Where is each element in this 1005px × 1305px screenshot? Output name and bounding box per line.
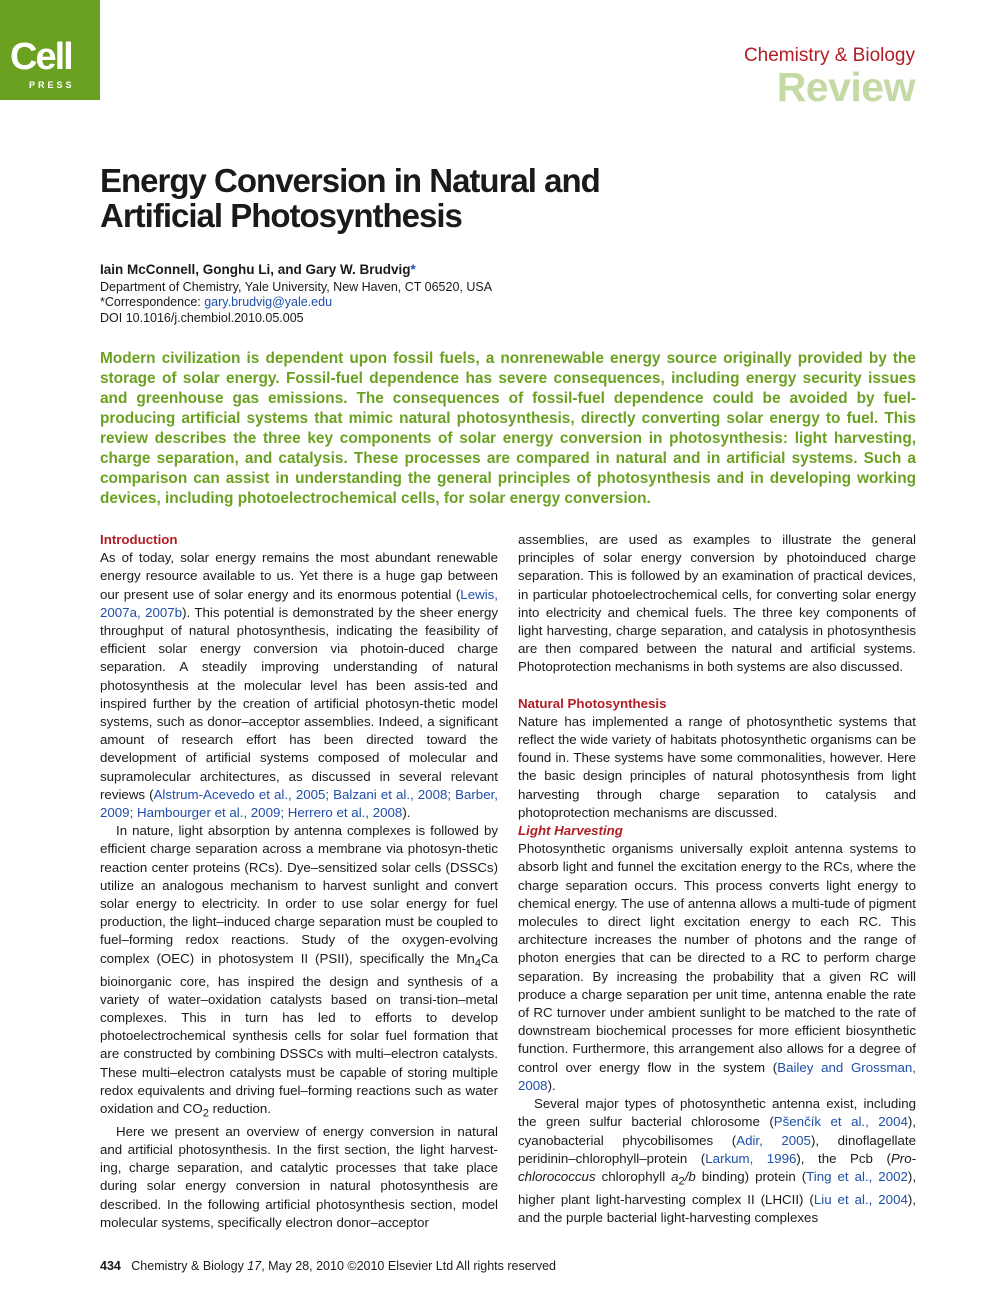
- italic-text: a: [671, 1168, 679, 1184]
- article-title: Energy Conversion in Natural and Artificial Photosynthesis: [100, 162, 600, 234]
- citation-link[interactable]: Adir, 2005: [736, 1132, 811, 1148]
- paragraph: [518, 1095, 916, 1227]
- page-number: 434: [100, 1259, 121, 1273]
- text: binding) protein (: [695, 1168, 807, 1184]
- citation-link[interactable]: Ting et al., 2002: [806, 1168, 908, 1184]
- citation-link[interactable]: Lewis, 2007a, 2007b: [100, 586, 498, 620]
- text: reduction.: [208, 1100, 272, 1116]
- correspondence-label: *Correspondence:: [100, 295, 205, 309]
- text: ).: [547, 1077, 556, 1093]
- paragraph: Here we present an overview of energy conversion in natural and artificial photosynthesis. In the first section, the light harvest-ing, charge separation, and catalytic processes that take place during solar energy conversion in natural photosynthesis are described. In the following artificial photosynthesis section, model molecular systems, specifically electron donor–acceptor: [100, 1123, 498, 1230]
- paragraph: [100, 549, 498, 822]
- abstract: Modern civilization is dependent upon fossil fuels, a nonrenewable energy source originally provided by the storage of solar energy. Fossil-fuel dependence has severe consequences, including energy security issues and greenhouse gas emissions. The consequences of fossil-fuel dependence could be avoided by fuel-producing artificial systems that mimic natural photosynthesis, directly converting solar energy to fuel. This review describes the three key components of solar energy conversion in photosynthesis: light harvesting, charge separation, and catalysis. These processes are compared in natural and in artificial systems. Such a comparison can assist in understanding the general principles of photosynthesis and in developing working devices, including photoelectrochemical cells, for solar energy conversion.: [100, 350, 916, 507]
- affiliation: Department of Chemistry, Yale University, New Haven, CT 06520, USA: [100, 280, 493, 294]
- authors-text: Iain McConnell, Gonghu Li, and Gary W. Brudvig: [100, 262, 411, 277]
- author-list: [100, 262, 416, 277]
- italic-text: Pro-chlorococcus: [518, 1150, 917, 1184]
- paragraph: [100, 822, 498, 1123]
- text: ), the Pcb (: [796, 1150, 891, 1166]
- text: chlorophyll: [595, 1168, 672, 1184]
- cell-press-logo: [0, 0, 100, 100]
- text: As of today, solar energy remains the most abundant renewable energy resource available to us. Yet there is a huge gap between our present use of solar energy and its enormous potential (: [100, 550, 498, 602]
- subsection-heading-light-harvesting: Light Harvesting: [518, 823, 623, 839]
- citation-link[interactable]: Larkum, 1996: [705, 1150, 797, 1166]
- citation-link[interactable]: Bailey and Grossman, 2008: [518, 1059, 916, 1093]
- text: Ca bioinorganic core, has inspired the design and synthesis of a variety of water–oxidation catalysts based on transi-tion–metal complexes. This in turn has led to efforts to develop photoelectrochemical synthesis cells for solar fuel formation that are constructed by combining DSSCs with multi–electron catalysts. These multi–electron catalysts must be capable of storing multiple redox equivalents and driving fuel–forming reactions such as water oxidation and CO: [100, 950, 498, 1116]
- article-type: Review: [776, 64, 915, 110]
- text: ), higher plant light-harvesting complex II (LHCII) (: [518, 1168, 917, 1207]
- text: In nature, light absorption by antenna complexes is followed by efficient charge separation across a membrane via photosyn-thetic reaction center proteins (RCs). Dye–sensitized solar cells (DSSCs) utilize an analogous mechanism to harvest sunlight and convert solar energy to electricity. In order to use solar energy for fuel production, the light–induced charge separation must be coupled to fuel–forming redox reactions. Study of the oxygen-evolving complex (OEC) in photosystem II (PSII), specifically the Mn: [100, 823, 498, 966]
- logo-text: Cell: [10, 36, 72, 78]
- logo-subtext: PRESS: [29, 80, 75, 90]
- text: ), dinoflagellate peridinin–chlorophyll–protein (: [518, 1132, 916, 1166]
- text: ). This potential is demonstrated by the sheer energy throughput of natural photosynthesis, indicating the feasibility of efficient solar energy conversion via photoin-duced charge separation. A steadily improving understanding of natural photosynthesis at the molecular level has been assis-ted and inspired further by the creation of artificial photosyn-thetic model systems, such as donor–acceptor assemblies. Indeed, a significant amount of research effort has been directed toward the development of artificial systems composed of molecular and supramolecular architectures, as discussed in several relevant reviews (: [100, 604, 498, 802]
- subscript: 2: [678, 1175, 685, 1188]
- right-column: [518, 531, 916, 1227]
- subscript: 2: [202, 1107, 209, 1120]
- text: ).: [402, 805, 411, 821]
- text: ), cyanobacterial phycobilisomes (: [518, 1114, 916, 1148]
- correspondence-mark[interactable]: *: [410, 262, 416, 277]
- footer-journal: Chemistry & Biology: [131, 1259, 248, 1273]
- paragraph: Nature has implemented a range of photosynthetic systems that reflect the wide variety of habitats photosynthetic organisms can be found in. These systems have some commonalities, however. Here the basic design principles of natural photosynthesis from light harvesting through charge separation to catalysis and photoprotection mechanisms are discussed.: [518, 713, 916, 820]
- subscript: 4: [474, 957, 481, 970]
- journal-name: Chemistry & Biology: [743, 45, 915, 66]
- footer-citation: , May 28, 2010 ©2010 Elsevier Ltd All rights reserved: [261, 1259, 556, 1273]
- italic-text: /b: [684, 1168, 696, 1184]
- text: ), and the purple bacterial light-harvesting complexes: [518, 1191, 916, 1225]
- text: Photosynthetic organisms universally exploit antenna systems to absorb light and funnel the excitation energy to the RCs, where the charge separation occurs. This process converts light energy to chemical energy. The use of antenna allows a multi-tude of pigment molecules to direct light excitation energy to each RC. This architecture increases the number of photons and the range of photon energies that can be directed to a RC to perform charge separation. By increasing the probability that a given RC will produce a charge separation per unit time, antenna enable the rate of RC turnover under ambient sunlight to be matched to the rate of downstream biochemical processes for more efficient biosynthetic function. Furthermore, this arrangement also allows for a degree of control over energy flow in the system (: [518, 841, 916, 1075]
- correspondence: [100, 295, 332, 309]
- paragraph: [518, 840, 916, 1095]
- text: Several major types of photosynthetic antenna exist, including the green sulfur bacterial chlorosome (: [518, 1096, 916, 1130]
- citation-link[interactable]: Pšenčík et al., 2004: [773, 1114, 908, 1130]
- left-column: [100, 531, 498, 1232]
- doi: DOI 10.1016/j.chembiol.2010.05.005: [100, 311, 304, 325]
- citation-link[interactable]: Liu et al., 2004: [813, 1191, 908, 1207]
- section-heading-introduction: Introduction: [100, 532, 178, 547]
- correspondence-email-link[interactable]: gary.brudvig@yale.edu: [204, 295, 333, 309]
- citation-link[interactable]: Alstrum-Acevedo et al., 2005; Balzani et al., 2008; Barber, 2009; Hambourger et al., 2009; Herrero et al., 2008: [100, 786, 498, 821]
- section-heading-natural-photosynthesis: Natural Photosynthesis: [518, 695, 667, 711]
- page-footer: [100, 1259, 556, 1273]
- paragraph: assemblies, are used as examples to illustrate the general principles of solar energy conversion by photoinduced charge separation. This is followed by an examination of practical devices, in particular photoelectrochemical cells, for converting solar energy into electricity and chemical fuels. The three key components of light harvesting, charge separation, and catalysis in photosynthesis are then compared between the natural and artificial systems. Photoprotection mechanisms in both systems are also discussed.: [518, 532, 916, 675]
- footer-volume: 17: [247, 1259, 262, 1273]
